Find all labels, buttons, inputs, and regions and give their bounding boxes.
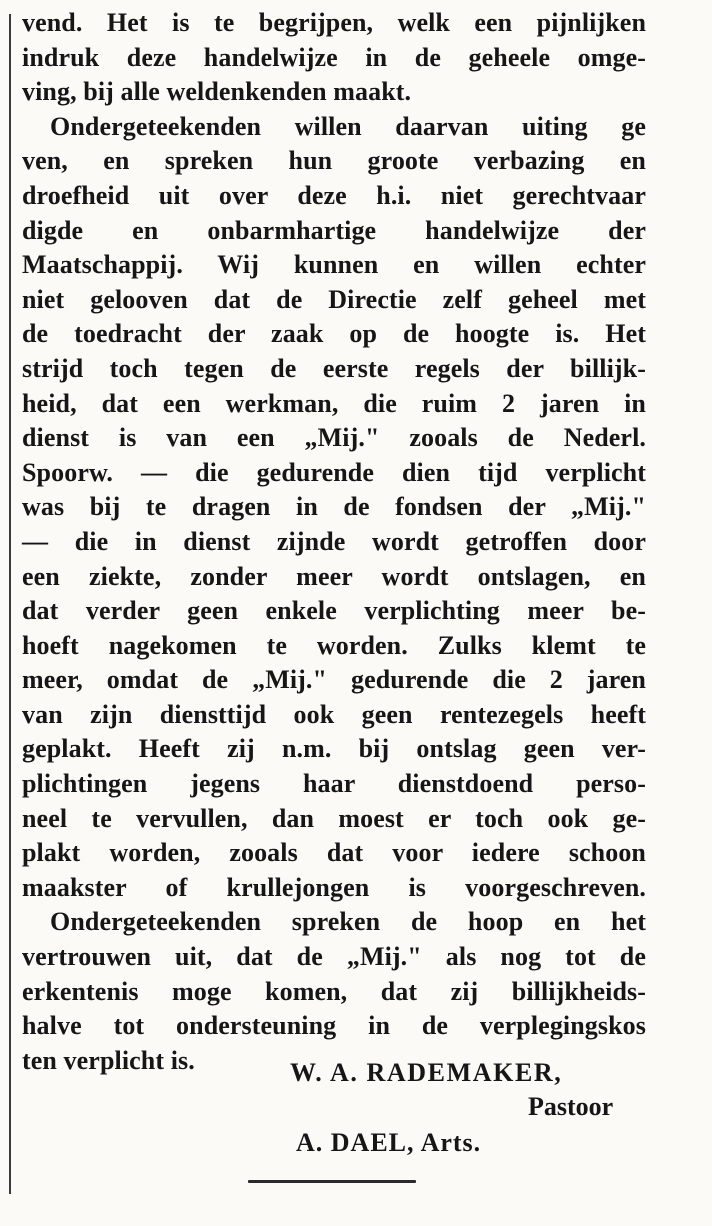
text-line: Spoorw. — die gedurende dien tijd verplicht <box>22 457 646 487</box>
newspaper-clipping-text <box>22 6 646 1078</box>
text-line: dat verder geen enkele verplichting meer be- <box>22 596 646 626</box>
text-line: vertrouwen uit, dat de „Mij." als nog tot de <box>22 942 646 972</box>
text-line: erkentenis moge komen, dat zij billijkheids- <box>22 976 646 1006</box>
text-line: maakster of krullejongen is voorgeschreven. <box>22 872 646 902</box>
text-line: van zijn diensttijd ook geen rentezegels heeft <box>22 699 646 729</box>
column-rule <box>9 14 11 1194</box>
signer-1-name: W. A. RADEMAKER, <box>290 1058 563 1087</box>
text-line: indruk deze handelwijze in de geheele omge- <box>22 42 646 72</box>
text-line: ven, en spreken hun groote verbazing en <box>22 146 646 176</box>
text-line: Maatschappij. Wij kunnen en willen echter <box>22 250 646 280</box>
text-line: niet gelooven dat de Directie zelf geheel met <box>22 284 646 314</box>
text-line: — die in dienst zijnde wordt getroffen door <box>22 526 646 556</box>
text-line: neel te vervullen, dan moest er toch ook ge- <box>22 803 646 833</box>
text-line: Ondergeteekenden willen daarvan uiting ge <box>50 111 646 141</box>
text-line: halve tot ondersteuning in de verplegingskos <box>22 1011 646 1041</box>
text-line: digde en onbarmhartige handelwijze der <box>22 215 646 245</box>
text-line: ving, bij alle weldenkenden maakt. <box>22 77 412 107</box>
text-line: een ziekte, zonder meer wordt ontslagen, en <box>22 561 646 591</box>
signer-1-title: Pastoor <box>528 1092 614 1121</box>
text-line: heid, dat een werkman, die ruim 2 jaren in <box>22 388 646 418</box>
signer-2: A. DAEL, Arts. <box>296 1128 482 1157</box>
text-line: was bij te dragen in de fondsen der „Mij." <box>22 492 646 522</box>
text-line: Ondergeteekenden spreken de hoop en het <box>50 907 646 937</box>
closing-rule <box>248 1180 416 1183</box>
text-line: plichtingen jegens haar dienstdoend perso- <box>22 769 646 799</box>
text-line: dienst is van een „Mij." zooals de Nederl. <box>22 423 646 453</box>
text-line: droefheid uit over deze h.i. niet gerechtvaar <box>22 180 646 210</box>
text-line: geplakt. Heeft zij n.m. bij ontslag geen ver- <box>22 734 646 764</box>
text-line: de toedracht der zaak op de hoogte is. Het <box>22 319 646 349</box>
text-line: strijd toch tegen de eerste regels der billijk- <box>22 353 646 383</box>
text-line: vend. Het is te begrijpen, welk een pijnlijken <box>22 8 646 37</box>
text-line: hoeft nagekomen te worden. Zulks klemt te <box>22 630 646 660</box>
text-line: meer, omdat de „Mij." gedurende die 2 jaren <box>22 665 646 695</box>
text-line: plakt worden, zooals dat voor iedere schoon <box>22 838 646 868</box>
text-line: ten verplicht is. <box>22 1045 195 1075</box>
